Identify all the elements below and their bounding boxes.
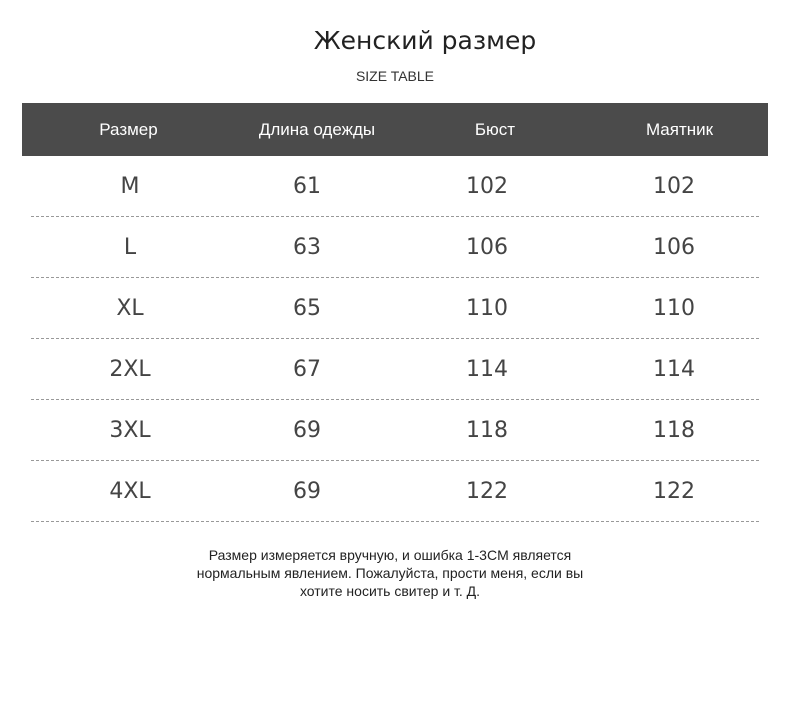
cell-size: 4XL xyxy=(109,478,151,504)
note-line: нормальным явлением. Пожалуйста, прости меня, если вы xyxy=(196,565,584,581)
column-header-hem: Маятник xyxy=(645,119,714,139)
cell-length: 61 xyxy=(293,173,321,199)
page-subtitle: SIZE TABLE xyxy=(355,68,435,84)
cell-bust: 114 xyxy=(466,356,508,382)
table-row xyxy=(31,461,759,522)
cell-bust: 118 xyxy=(466,417,508,443)
size-table xyxy=(22,103,768,522)
cell-bust: 122 xyxy=(466,478,508,504)
column-header-size: Размер xyxy=(99,119,158,139)
cell-bust: 110 xyxy=(466,295,508,321)
cell-hem: 114 xyxy=(653,356,695,382)
table-row xyxy=(31,339,759,400)
cell-length: 69 xyxy=(293,478,321,504)
cell-size: L xyxy=(123,234,137,260)
note-line: хотите носить свитер и т. Д. xyxy=(299,583,481,599)
cell-size: 3XL xyxy=(109,417,151,443)
cell-length: 67 xyxy=(293,356,321,382)
table-row xyxy=(31,217,759,278)
table-row xyxy=(31,156,759,217)
table-row xyxy=(31,278,759,339)
cell-length: 69 xyxy=(293,417,321,443)
page-title: Женский размер xyxy=(313,26,537,55)
cell-hem: 110 xyxy=(653,295,695,321)
cell-hem: 118 xyxy=(653,417,695,443)
table-row xyxy=(31,400,759,461)
column-header-bust: Бюст xyxy=(474,119,516,139)
cell-length: 63 xyxy=(293,234,321,260)
cell-size: M xyxy=(120,173,140,199)
column-header-length: Длина одежды xyxy=(258,119,376,139)
cell-bust: 106 xyxy=(466,234,508,260)
table-header xyxy=(22,103,768,156)
cell-length: 65 xyxy=(293,295,321,321)
cell-bust: 102 xyxy=(466,173,508,199)
cell-size: XL xyxy=(116,295,144,321)
cell-hem: 102 xyxy=(653,173,695,199)
measurement-note xyxy=(150,546,630,600)
cell-size: 2XL xyxy=(109,356,151,382)
cell-hem: 122 xyxy=(653,478,695,504)
note-line: Размер измеряется вручную, и ошибка 1-3CM является xyxy=(208,547,572,563)
cell-hem: 106 xyxy=(653,234,695,260)
